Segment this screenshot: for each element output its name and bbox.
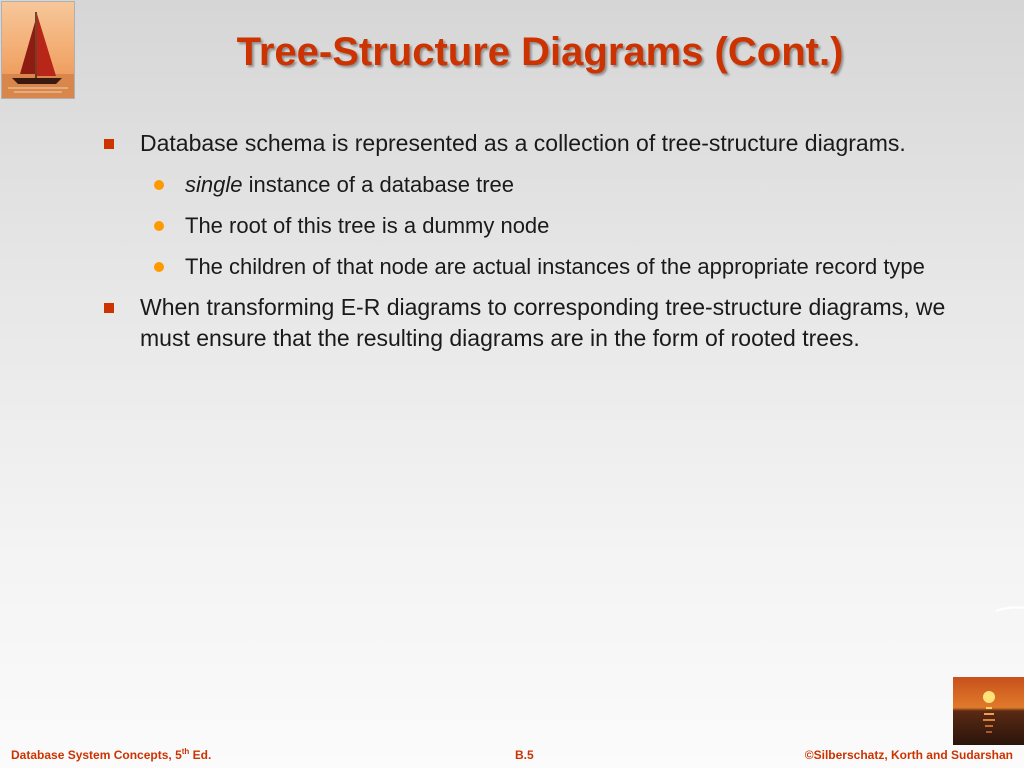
sub-bullet-item [100, 169, 950, 200]
square-bullet-icon [104, 303, 114, 313]
slide-title: Tree-Structure Diagrams (Cont.) [236, 30, 844, 74]
bullet-item [100, 292, 950, 354]
round-bullet-icon [154, 180, 164, 190]
sub-bullet-item [100, 210, 950, 241]
sub-bullet-text: instance of a database tree [242, 172, 515, 197]
sub-bullet-text: The children of that node are actual instances of the appropriate record type [185, 254, 925, 279]
round-bullet-icon [154, 262, 164, 272]
square-bullet-icon [104, 139, 114, 149]
bullet-list [100, 128, 950, 364]
bullet-item [100, 128, 950, 159]
emphasis-text: single [185, 172, 243, 197]
round-bullet-icon [154, 221, 164, 231]
decorative-curve-icon [996, 602, 1024, 616]
bullet-text: When transforming E-R diagrams to corresponding tree-structure diagrams, we must ensure that the resulting diagrams are in the form of rooted trees. [140, 294, 946, 351]
footer-book-title: Database System Concepts, 5th Ed. [11, 747, 212, 762]
sunset-thumbnail-icon [953, 677, 1024, 745]
sub-bullet-item [100, 251, 950, 282]
sailboat-logo-icon [1, 1, 75, 99]
footer-copyright: ©Silberschatz, Korth and Sudarshan [804, 748, 1013, 762]
bullet-text: Database schema is represented as a collection of tree-structure diagrams. [140, 130, 906, 156]
sub-bullet-text: The root of this tree is a dummy node [185, 213, 550, 238]
footer-page-number: B.5 [515, 748, 534, 762]
footer [0, 746, 1024, 766]
